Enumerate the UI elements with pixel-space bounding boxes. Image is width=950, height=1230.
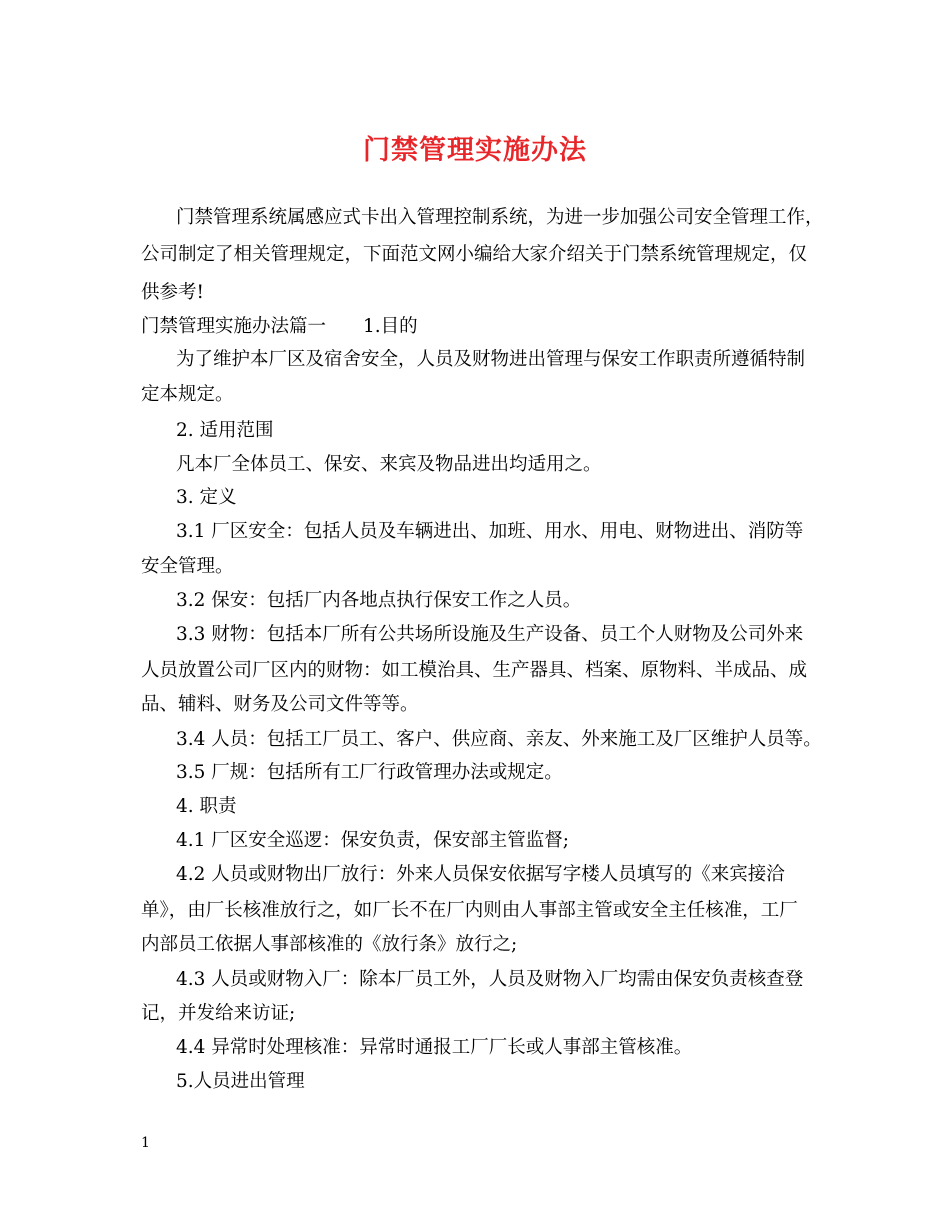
text-line: 公司制定了相关管理规定，下面范文网小编给大家介绍关于门禁系统管理规定，仅 [141,244,808,265]
text-line: 品、辅料、财务及公司文件等等。 [141,694,419,715]
text-line: 4.2 人员或财物出厂放行：外来人员保安依据写字楼人员填写的《来宾接洽 [176,864,785,885]
text-line: 安全管理。 [141,556,234,577]
text-line: 3. 定义 [176,487,237,508]
text-line: 4. 职责 [176,796,237,817]
text-line: 为了维护本厂区及宿舍安全，人员及财物进出管理与保安工作职责所遵循特制 [176,349,806,370]
text-line: 凡本厂全体员工、保安、来宾及物品进出均适用之。 [176,454,602,475]
text-line: 3.1 厂区安全：包括人员及车辆进出、加班、用水、用电、财物进出、消防等 [176,521,804,542]
text-line: 人员放置公司厂区内的财物：如工模治具、生产器具、档案、原物料、半成品、成 [141,660,808,681]
text-line: 5.人员进出管理 [176,1071,305,1092]
text-line: 2. 适用范围 [176,420,274,441]
page-number: 1 [141,1135,150,1151]
text-line: 4.4 异常时处理核准：异常时通报工厂厂长或人事部主管核准。 [176,1037,693,1058]
text-line: 供参考! [141,282,204,303]
text-line: 3.5 厂规：包括所有工厂行政管理办法或规定。 [176,762,563,783]
text-line: 内部员工依据人事部核准的《放行条》放行之; [141,934,518,955]
text-line: 门禁管理系统属感应式卡出入管理控制系统，为进一步加强公司安全管理工作， [176,207,824,228]
text-line: 门禁管理实施办法篇一 1.目的 [141,316,418,337]
text-line: 记，并发给来访证; [141,1003,296,1024]
text-line: 4.3 人员或财物入厂：除本厂员工外，人员及财物入厂均需由保安负责核查登 [176,969,804,990]
text-line: 4.1 厂区安全巡逻：保安负责，保安部主管监督; [176,830,570,851]
text-line: 3.4 人员：包括工厂员工、客户、供应商、亲友、外来施工及厂区维护人员等。 [176,729,822,750]
text-line: 3.3 财物：包括本厂所有公共场所设施及生产设备、员工个人财物及公司外来 [176,624,804,645]
document-title: 门禁管理实施办法 [363,135,587,166]
text-line: 3.2 保安：包括厂内各地点执行保安工作之人员。 [176,590,582,611]
text-line: 单》，由厂长核准放行之，如厂长不在厂内则由人事部主管或安全主任核准，工厂 [141,900,798,921]
text-line: 定本规定。 [141,384,234,405]
